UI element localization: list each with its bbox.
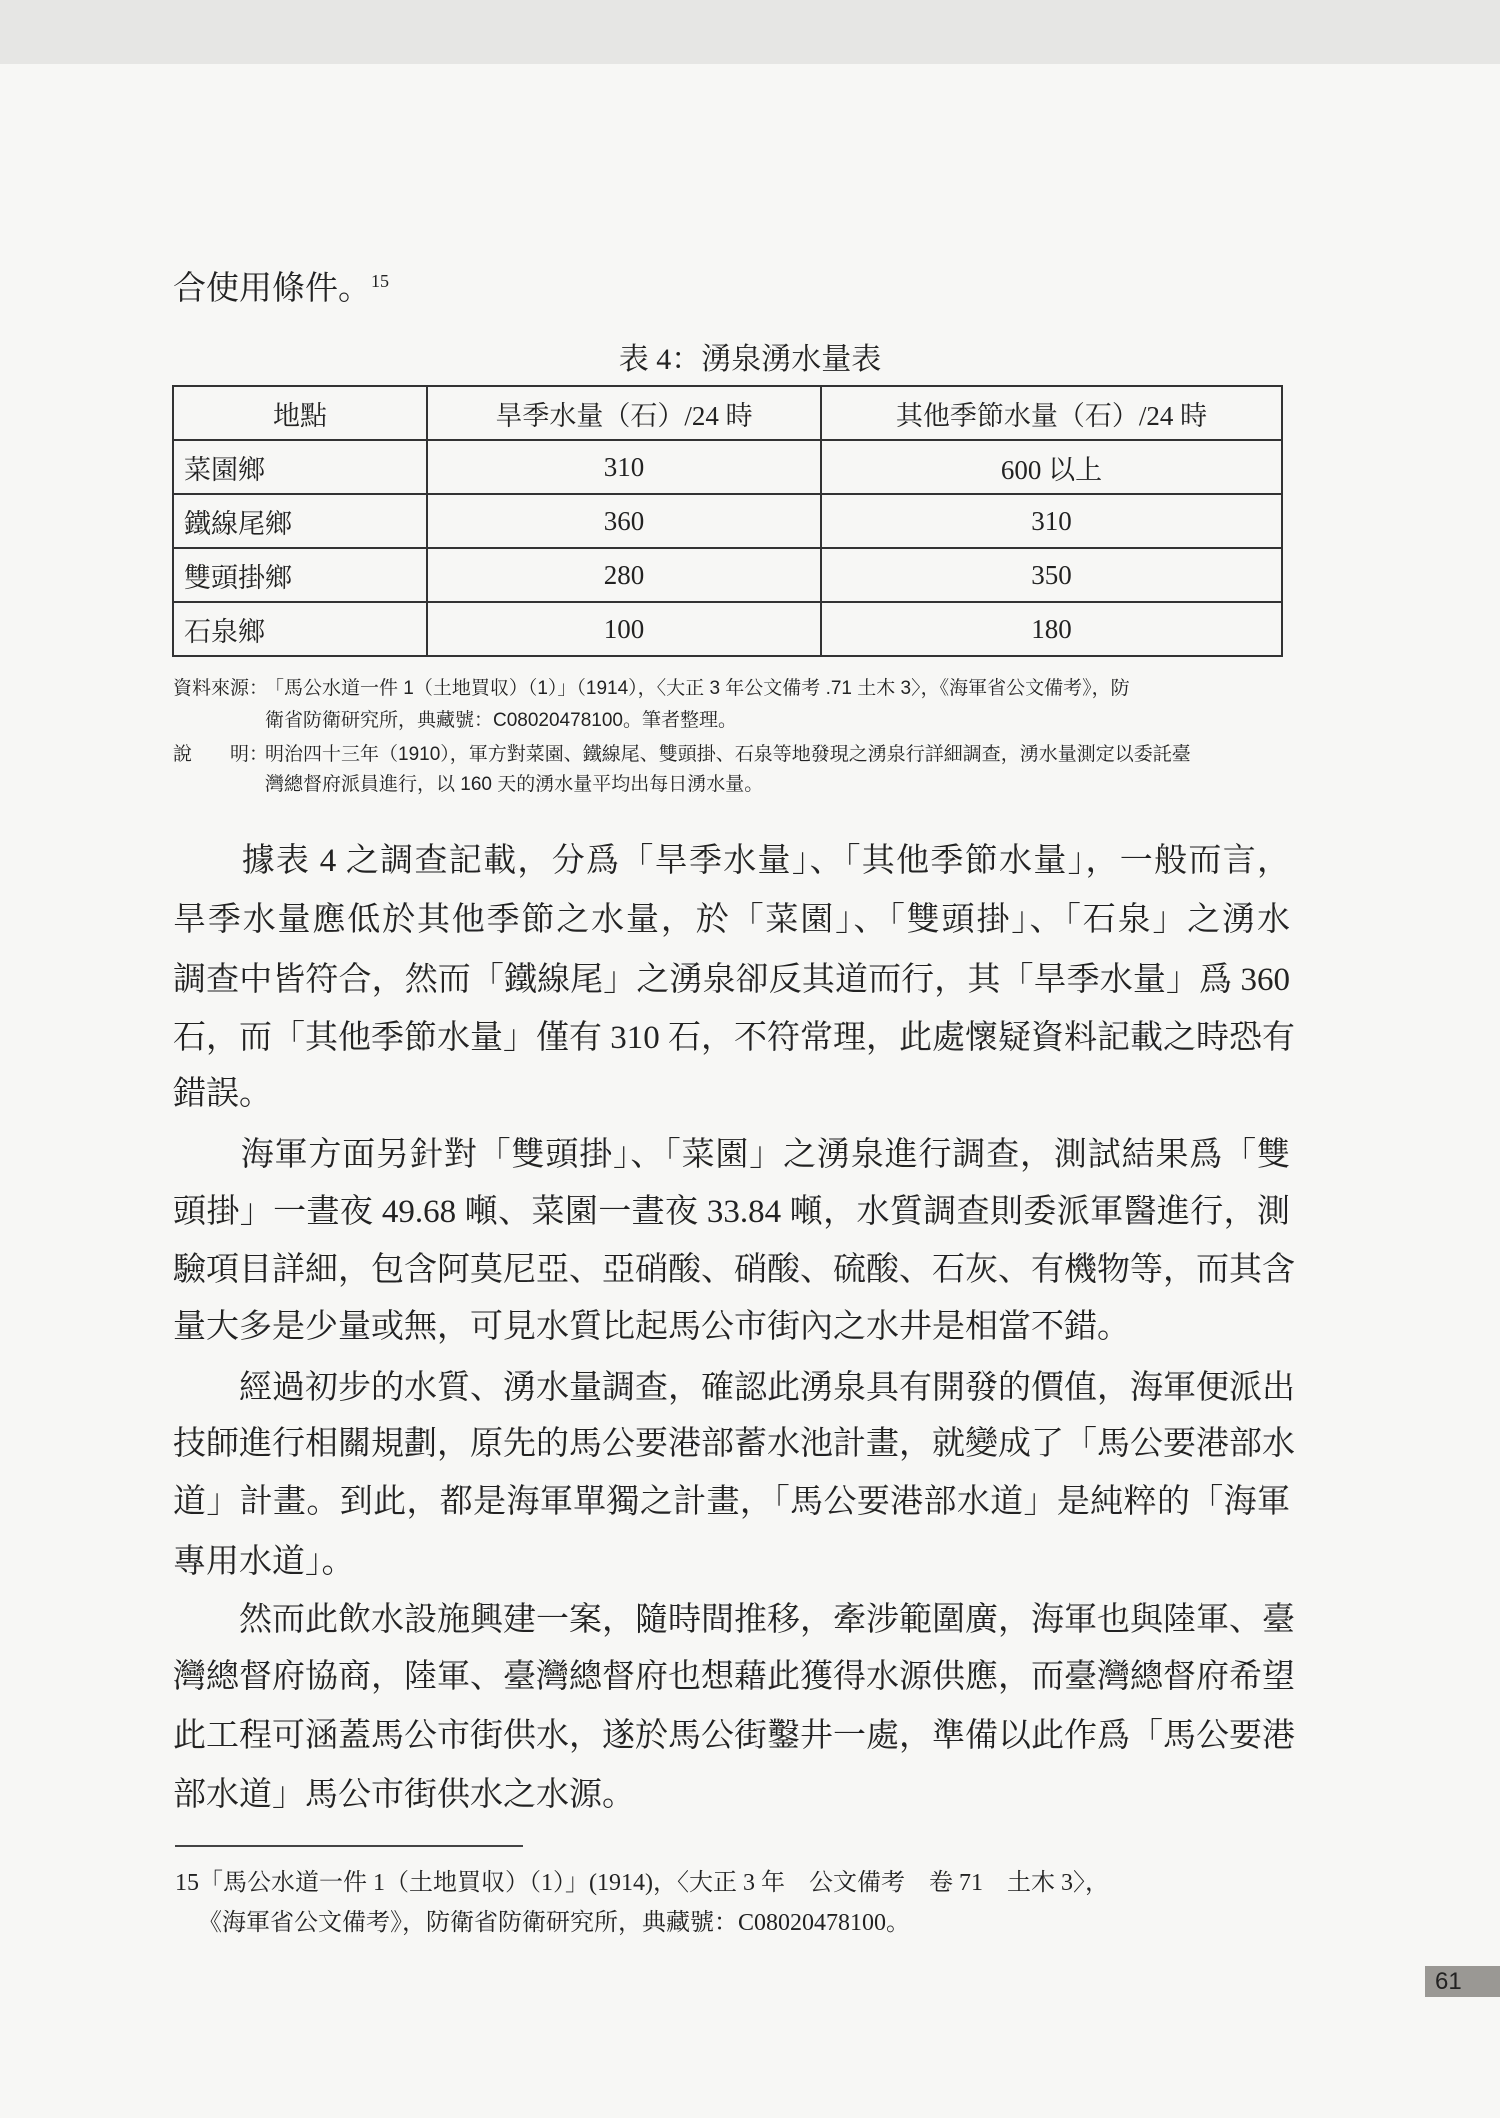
paragraph-4-line: 部水道」馬公市街供水之水源。 xyxy=(173,1777,635,1813)
paragraph-2-line: 海軍方面另針對「雙頭掛」、「菜園」之湧泉進行調查，測試結果爲「雙 xyxy=(173,1137,1290,1173)
cell-dry: 310 xyxy=(427,440,821,494)
footnote-ref[interactable]: 15 xyxy=(371,271,389,291)
paragraph-1-line: 錯誤。 xyxy=(173,1076,272,1112)
desc-line-1: 明治四十三年（1910），軍方對菜園、鐵線尾、雙頭掛、石泉等地發現之湧泉行詳細調查，湧水量測定以委託臺 xyxy=(265,744,1191,765)
table-header-row xyxy=(173,386,1282,440)
header-dry-season: 旱季水量（石）/24 時 xyxy=(427,386,821,440)
paragraph-1-line: 旱季水量應低於其他季節之水量，於「菜園」、「雙頭掛」、「石泉」之湧水 xyxy=(173,902,1290,938)
cell-location: 雙頭掛鄉 xyxy=(173,548,427,602)
scan-top-band xyxy=(0,0,1500,64)
table-row xyxy=(173,548,1282,602)
source-line-2: 衛省防衛研究所，典藏號：C08020478100。筆者整理。 xyxy=(265,710,737,731)
header-other-season: 其他季節水量（石）/24 時 xyxy=(821,386,1282,440)
cell-location: 石泉鄉 xyxy=(173,602,427,656)
cell-other: 180 xyxy=(821,602,1282,656)
cell-other: 310 xyxy=(821,494,1282,548)
page-number: 61 xyxy=(1425,1966,1500,1997)
cell-dry: 280 xyxy=(427,548,821,602)
paragraph-3-line: 道」計畫。到此，都是海軍單獨之計畫，「馬公要港部水道」是純粹的「海軍 xyxy=(173,1484,1290,1520)
paragraph-4-line: 灣總督府協商，陸軍、臺灣總督府也想藉此獲得水源供應，而臺灣總督府希望 xyxy=(173,1659,1295,1695)
cell-location: 鐵線尾鄉 xyxy=(173,494,427,548)
footnote-line-1: 15「馬公水道一件 1（土地買収）（1）」(1914)，〈大正 3 年 公文備考 卷 71 土木 3〉， xyxy=(175,1870,1109,1896)
cell-other: 600 以上 xyxy=(821,440,1282,494)
cell-other: 350 xyxy=(821,548,1282,602)
desc-label: 說 明： xyxy=(173,744,269,765)
paragraph-3-line: 技師進行相關規劃，原先的馬公要港部蓄水池計畫，就變成了「馬公要港部水 xyxy=(173,1426,1295,1462)
desc-line-2: 灣總督府派員進行，以 160 天的湧水量平均出每日湧水量。 xyxy=(265,774,764,795)
cell-dry: 100 xyxy=(427,602,821,656)
footnote-divider xyxy=(175,1845,523,1847)
source-label: 資料來源： xyxy=(173,678,269,699)
table-row xyxy=(173,440,1282,494)
table-row xyxy=(173,602,1282,656)
intro-text: 合使用條件。 xyxy=(173,271,371,307)
footnote-line-2: 《海軍省公文備考》，防衛省防衛研究所，典藏號：C08020478100。 xyxy=(198,1910,911,1936)
intro-line xyxy=(173,259,1290,307)
cell-dry: 360 xyxy=(427,494,821,548)
spring-water-table xyxy=(172,385,1283,657)
paragraph-2-line: 頭掛」一晝夜 49.68 噸、菜園一晝夜 33.84 噸，水質調查則委派軍醫進行，測 xyxy=(173,1194,1290,1230)
paragraph-2-line: 量大多是少量或無，可見水質比起馬公市街內之水井是相當不錯。 xyxy=(173,1309,1130,1345)
table-row xyxy=(173,494,1282,548)
paragraph-3-line: 經過初步的水質、湧水量調查，確認此湧泉具有開發的價值，海軍便派出 xyxy=(173,1370,1295,1406)
header-location: 地點 xyxy=(173,386,427,440)
source-line-1: 「馬公水道一件 1（土地買収）（1）」（1914），〈大正 3 年公文備考 .71 土木 3〉，《海軍省公文備考》，防 xyxy=(265,678,1130,699)
paragraph-1-line: 調查中皆符合，然而「鐵線尾」之湧泉卻反其道而行，其「旱季水量」爲 360 xyxy=(173,962,1290,998)
paragraph-3-line: 專用水道」。 xyxy=(173,1544,355,1580)
paragraph-4-line: 此工程可涵蓋馬公市街供水，遂於馬公街鑿井一處，準備以此作爲「馬公要港 xyxy=(173,1718,1295,1754)
paragraph-4-line: 然而此飲水設施興建一案，隨時間推移，牽涉範圍廣，海軍也與陸軍、臺 xyxy=(173,1602,1295,1638)
table-title: 表 4：湧泉湧水量表 xyxy=(618,343,882,376)
paragraph-2-line: 驗項目詳細，包含阿莫尼亞、亞硝酸、硝酸、硫酸、石灰、有機物等，而其含 xyxy=(173,1252,1295,1288)
paragraph-1-line: 據表 4 之調查記載，分爲「旱季水量」、「其他季節水量」，一般而言， xyxy=(173,843,1290,879)
cell-location: 菜園鄉 xyxy=(173,440,427,494)
paragraph-1-line: 石，而「其他季節水量」僅有 310 石，不符常理，此處懷疑資料記載之時恐有 xyxy=(173,1020,1295,1056)
